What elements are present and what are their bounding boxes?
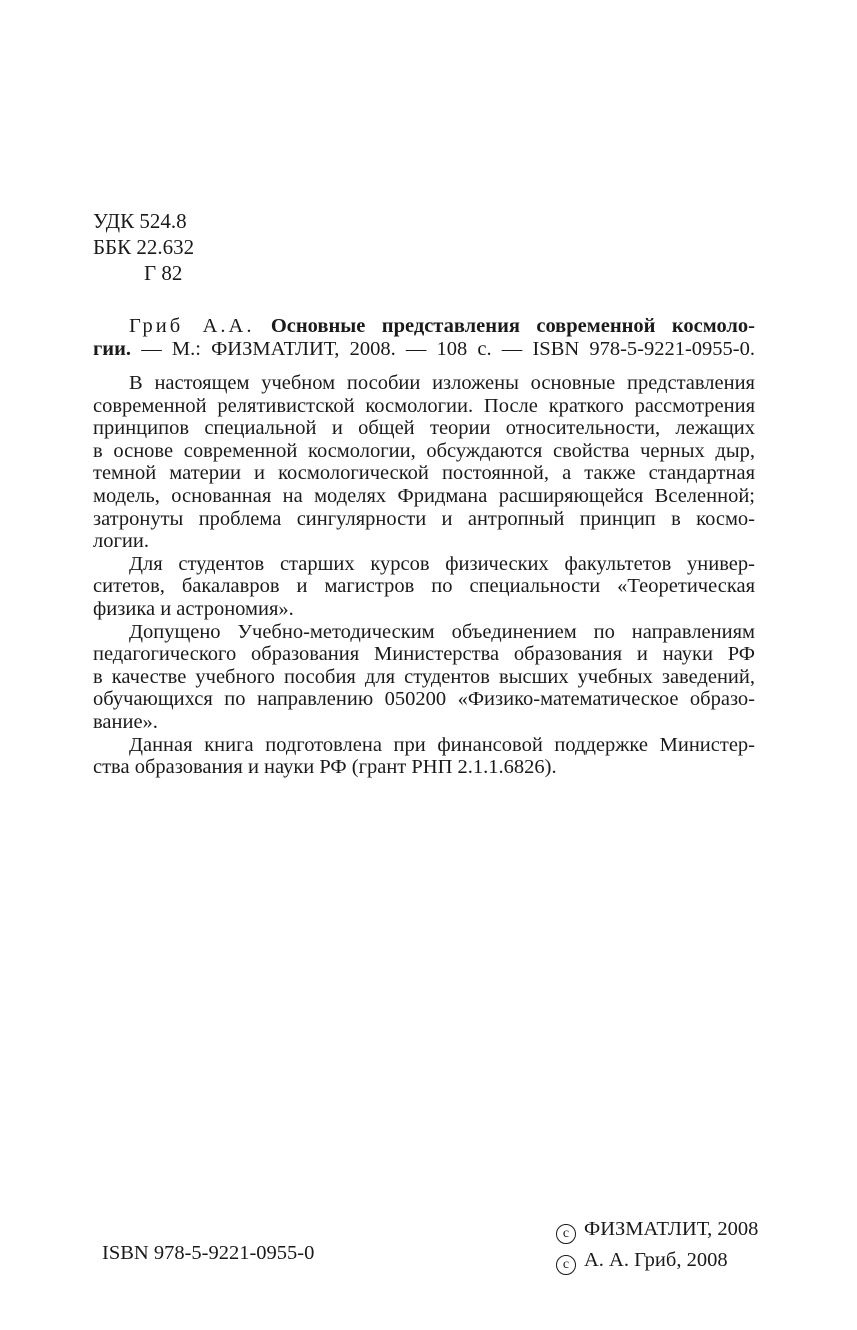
abstract-line: В настоящем учебном пособии изложены основные представления: [129, 372, 755, 394]
copyright-author: А. А. Гриб, 2008: [584, 1249, 728, 1271]
audience-line: Для студентов старших курсов физических факультетов универ-: [129, 552, 755, 575]
udc-code: УДК 524.8: [93, 209, 187, 233]
bibliographic-record: [93, 315, 755, 360]
isbn-footer: ISBN 978-5-9221-0955-0: [102, 1242, 315, 1264]
copyright-icon: c: [556, 1255, 576, 1275]
abstract-line: логии.: [93, 530, 149, 553]
approval-line: педагогического образования Министерства образования и науки РФ: [93, 643, 755, 666]
abstract-line: темной материи и космологической постоянной, а также стандартная: [93, 462, 755, 485]
copyright-block: [556, 1214, 758, 1276]
approval-line: обучающихся по направлению 050200 «Физико-математическое образо-: [93, 688, 755, 711]
author-name: Гриб А.А.: [129, 315, 255, 337]
copyright-publisher: ФИЗМАТЛИТ, 2008: [584, 1218, 759, 1240]
abstract-line: в основе современной космологии, обсуждаются свойства черных дыр,: [93, 439, 755, 462]
copyright-publisher-line: [556, 1214, 758, 1245]
approval-line: Допущено Учебно-методическим объединением по направлениям: [129, 620, 755, 643]
abstract-line: современной релятивистской космологии. После краткого рассмотрения: [93, 394, 755, 417]
copyright-icon: c: [556, 1224, 576, 1244]
copyright-author-line: [556, 1245, 758, 1276]
abstract-line: модель, основанная на моделях Фридмана расширяющейся Вселенной;: [93, 484, 755, 507]
abstract: [93, 372, 755, 779]
abstract-line: затронуты проблема сингулярности и антропный принцип в космо-: [93, 507, 755, 530]
bibliography-line: [93, 315, 755, 338]
book-title-part1: Основные представления современной космоло-: [270, 315, 756, 337]
audience-line: ситетов, бакалавров и магистров по специальности «Теоретическая: [93, 575, 755, 598]
funding-line: Данная книга подготовлена при финансовой поддержке Министер-: [129, 733, 755, 756]
approval-line: вание».: [93, 710, 158, 733]
audience-line: физика и астрономия».: [93, 597, 294, 620]
bbk-code: ББК 22.632: [93, 235, 195, 259]
bibliography-line: [93, 338, 755, 361]
classification-block: [93, 208, 194, 286]
publication-details: — М.: ФИЗМАТЛИТ, 2008. — 108 с. — ISBN 978-5-9221-0955-0.: [141, 337, 756, 360]
approval-line: в качестве учебного пособия для студентов высших учебных заведений,: [93, 665, 755, 688]
author-sign: Г 82: [144, 261, 183, 285]
abstract-line: принципов специальной и общей теории относительности, лежащих: [93, 417, 755, 440]
book-title-part2: гии.: [93, 337, 132, 360]
funding-line: ства образования и науки РФ (грант РНП 2.1.1.6826).: [93, 756, 557, 779]
